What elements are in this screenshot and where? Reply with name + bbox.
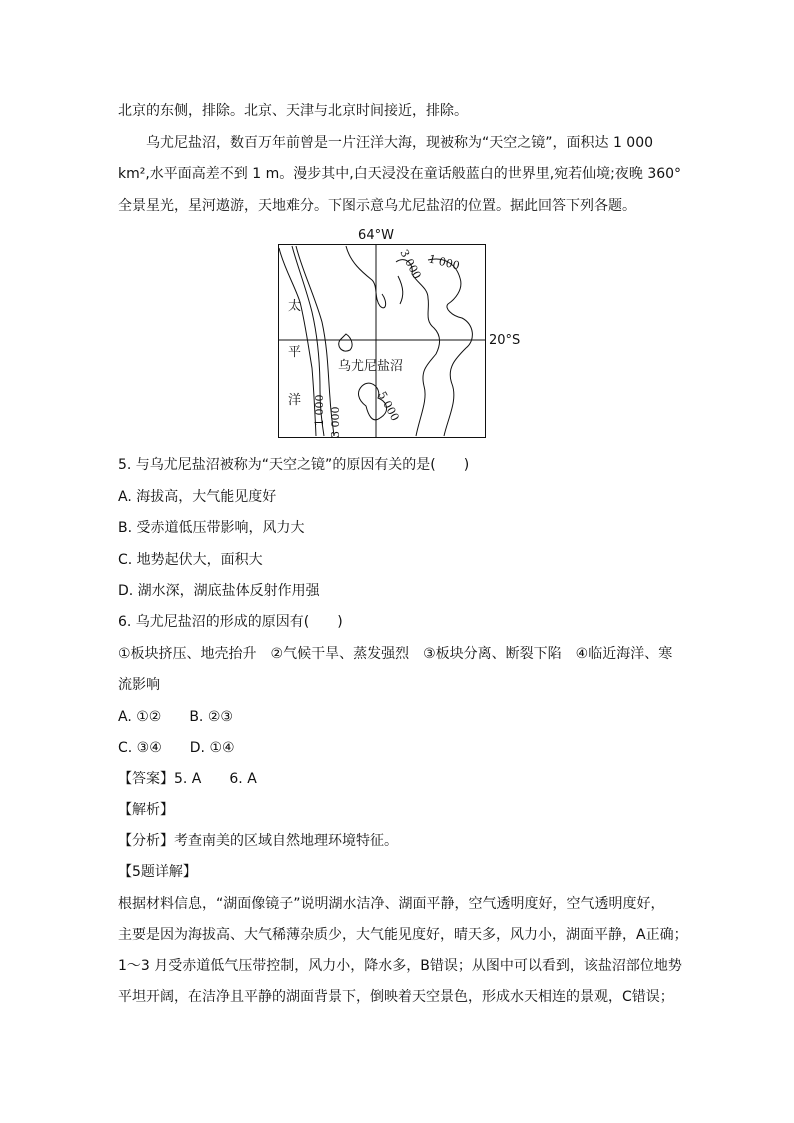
intro-line-2: 乌尤尼盐沼，数百万年前曾是一片汪洋大海，现被称为“天空之镜”，面积达 1 000	[146, 135, 654, 151]
intro-line-1: 北京的东侧，排除。北京、天津与北京时间接近，排除。	[118, 103, 468, 119]
ocean-char-1: 太	[288, 299, 302, 314]
salt-flat-outline	[339, 334, 352, 351]
detail-heading: 【5题详解】	[118, 864, 197, 880]
salt-flat-label: 乌尤尼盐沼	[338, 359, 404, 374]
q6-items-line-1: ①板块挤压、地壳抬升 ②气候干旱、蒸发强烈 ③板块分离、断裂下陷 ④临近海洋、寒	[118, 646, 673, 662]
answer-line: 【答案】5. A 6. A	[118, 771, 257, 787]
upper-contour	[346, 246, 386, 308]
intro-line-4: 全景星光，星河遨游，天地难分。下图示意乌尤尼盐沼的位置。据此回答下列各题。	[118, 198, 636, 214]
intro-line-3: km²,水平面高差不到 1 m。漫步其中,白天浸没在童话般蓝白的世界里,宛若仙境;夜晚 360°	[118, 166, 682, 182]
longitude-label: 64°W	[358, 228, 394, 243]
contour-3000-east	[396, 260, 440, 436]
q6-stem: 6. 乌尤尼盐沼的形成的原因有( )	[118, 614, 343, 630]
contour-1000-east	[428, 259, 472, 436]
contour-label-1000-left: 1 000	[313, 394, 326, 426]
detail-line-3: 1～3 月受赤道低气压带控制，风力小，降水多，B错误；从图中可以看到，该盐沼部位地势	[118, 958, 682, 974]
q6-options-line-1: A. ①② B. ②③	[118, 709, 233, 725]
analysis-heading: 【解析】	[118, 802, 174, 818]
q5-option-a: A. 海拔高，大气能见度好	[118, 489, 277, 505]
q5-stem: 5. 与乌尤尼盐沼被称为“天空之镜”的原因有关的是( )	[118, 457, 470, 473]
latitude-label: 20°S	[489, 333, 521, 348]
contour-label-1000-top: 1 000	[427, 252, 461, 273]
contour-label-3000-left: 3 000	[329, 406, 342, 438]
detail-line-2: 主要是因为海拔高、大气稀薄杂质少，大气能见度好，晴天多，风力小，湖面平静，A正确；	[118, 927, 688, 943]
q5-option-c: C. 地势起伏大，面积大	[118, 552, 263, 568]
contour-east-spur	[398, 276, 403, 304]
analysis-line: 【分析】考查南美的区域自然地理环境特征。	[118, 833, 398, 849]
detail-line-1: 根据材料信息，“湖面像镜子”说明湖水洁净、湖面平静，空气透明度好，空气透明度好，	[118, 896, 665, 912]
q6-items-line-2: 流影响	[118, 677, 160, 693]
detail-line-4: 平坦开阔，在洁净且平静的湖面背景下，倒映着天空景色，形成水天相连的景观，C错误；	[118, 989, 674, 1005]
q5-option-d: D. 湖水深，湖底盐体反射作用强	[118, 583, 320, 599]
q5-option-b: B. 受赤道低压带影响，风力大	[118, 520, 305, 536]
ocean-char-2: 平	[288, 345, 302, 360]
contour-label-3000-top: 3 000	[397, 247, 424, 282]
q6-options-line-2: C. ③④ D. ①④	[118, 740, 235, 756]
contour-label-5000: 5 000	[375, 389, 402, 424]
ocean-char-3: 洋	[288, 393, 302, 408]
uyuni-location-map	[278, 228, 526, 440]
map-frame	[279, 245, 486, 438]
